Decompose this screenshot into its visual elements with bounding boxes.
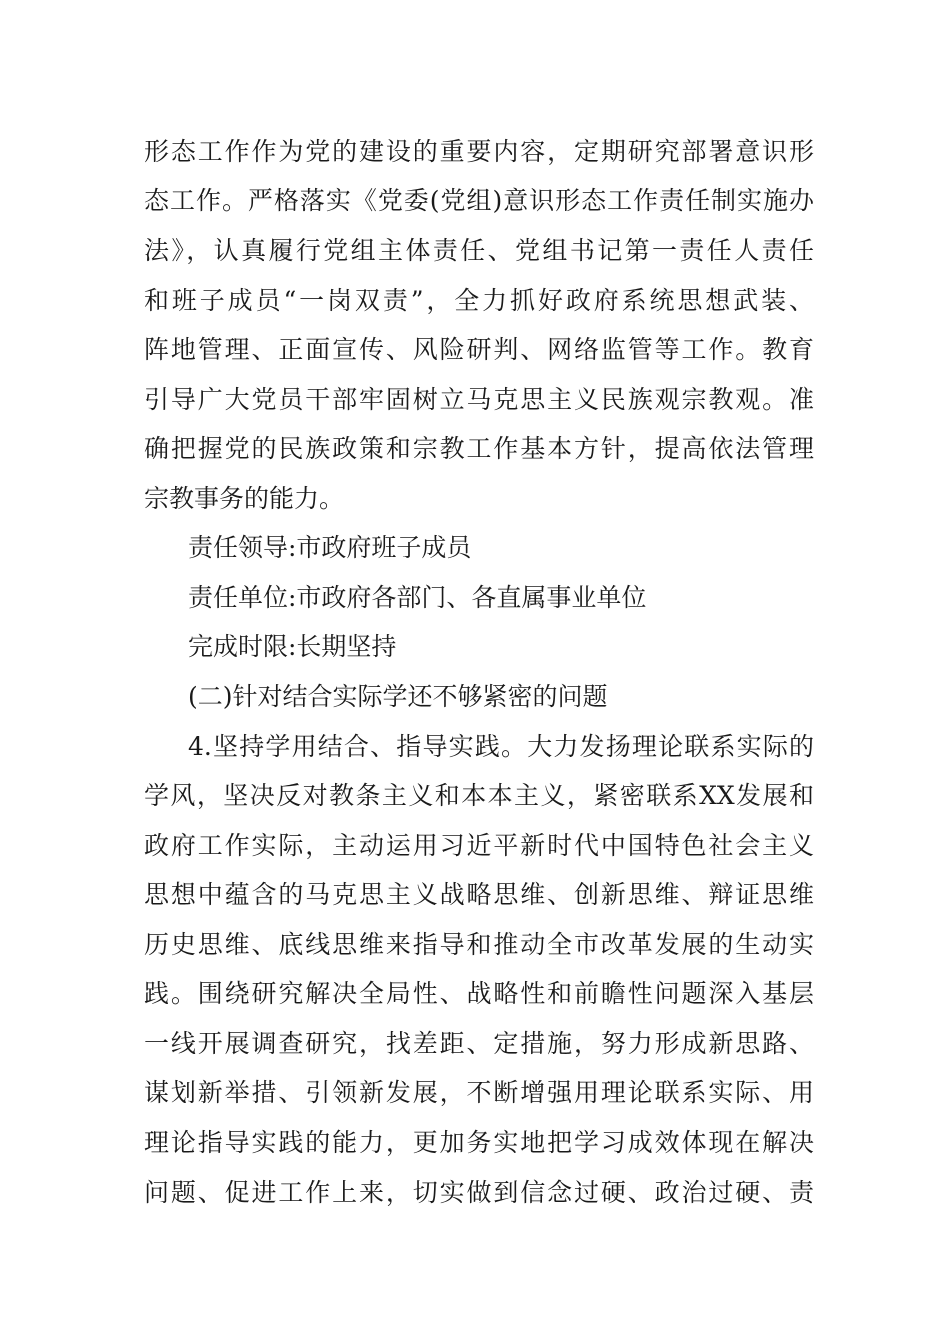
body-text-line: 态工作。严格落实《党委(党组)意识形态工作责任制实施办 <box>144 186 814 215</box>
body-text-line: 形态工作作为党的建设的重要内容，定期研究部署意识形 <box>144 137 814 166</box>
body-text-line: 法》，认真履行党组主体责任、党组书记第一责任人责任 <box>144 236 814 265</box>
body-text-line: 问题、促进工作上来，切实做到信念过硬、政治过硬、责 <box>144 1178 814 1207</box>
responsible-leader-line: 责任领导:市政府班子成员 <box>188 533 472 562</box>
body-text-line: 思想中蕴含的马克思主义战略思维、创新思维、辩证思维 <box>144 880 814 909</box>
deadline-line: 完成时限:长期坚持 <box>188 632 397 661</box>
body-text-line: 一线开展调查研究，找差距、定措施，努力形成新思路、 <box>144 1029 814 1058</box>
body-text-line: 4.坚持学用结合、指导实践。大力发扬理论联系实际的 <box>188 732 814 761</box>
body-text-line: 政府工作实际，主动运用习近平新时代中国特色社会主义 <box>144 831 814 860</box>
body-text-line: 和班子成员“一岗双责”，全力抓好政府系统思想武装、 <box>144 286 814 315</box>
section-heading: (二)针对结合实际学还不够紧密的问题 <box>188 682 608 711</box>
responsible-unit-line: 责任单位:市政府各部门、各直属事业单位 <box>188 583 647 612</box>
body-text-line: 历史思维、底线思维来指导和推动全市改革发展的生动实 <box>144 930 814 959</box>
body-text-line: 谋划新举措、引领新发展，不断增强用理论联系实际、用 <box>144 1078 814 1107</box>
body-text-line: 阵地管理、正面宣传、风险研判、网络监管等工作。教育 <box>144 335 814 364</box>
body-text-line: 理论指导实践的能力，更加务实地把学习成效体现在解决 <box>144 1128 814 1157</box>
body-text-line: 践。围绕研究解决全局性、战略性和前瞻性问题深入基层 <box>144 979 814 1008</box>
body-text-line: 宗教事务的能力。 <box>144 484 345 513</box>
body-text-line: 学风，坚决反对教条主义和本本主义，紧密联系XX发展和 <box>144 781 814 810</box>
body-text-line: 确把握党的民族政策和宗教工作基本方针，提高依法管理 <box>144 434 814 463</box>
body-text-line: 引导广大党员干部牢固树立马克思主义民族观宗教观。准 <box>144 385 814 414</box>
